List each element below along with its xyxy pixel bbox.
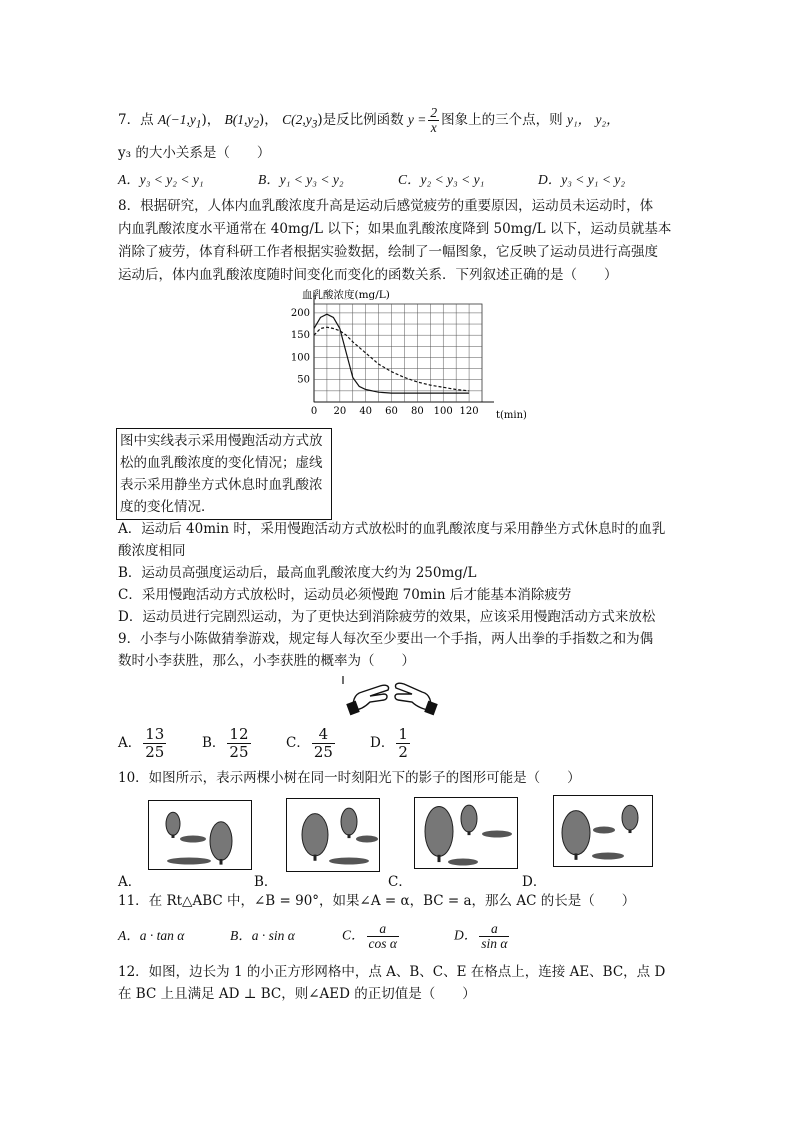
q9-options — [118, 726, 430, 766]
q10-figure-c — [414, 797, 518, 869]
q7-option-d[interactable]: D．y₃ < y₁ < y₂ — [538, 172, 626, 187]
x-tick-label: 80 — [411, 406, 424, 417]
q7-line1: 7．点 $A(-1,y_1)$， $B(1,y_2)$， $C(2,y_3)$是反比例函数 y = $\frac{2}{x}$ 图象上的三个点，则 y₁， y₂， — [118, 105, 620, 135]
x-tick-label: 40 — [359, 406, 373, 417]
q10-option-d[interactable]: D． — [522, 874, 547, 890]
y-tick-label: 150 — [290, 330, 310, 342]
q8-line3: 消除了疲劳，体育科研工作者根据实验数据，绘制了一幅图象，它反映了运动员进行高强度 — [118, 244, 658, 260]
point-b: B(1,y — [224, 112, 254, 127]
q11-c-num: a — [367, 922, 399, 937]
q11-c-fraction — [367, 922, 399, 951]
q8-option-a[interactable]: A．运动后 40min 时，采用慢跑活动方式放松时的血乳酸浓度与采用静坐方式休息时的血乳 — [118, 521, 666, 537]
chart-grid — [314, 292, 494, 402]
x-tick-label: 20 — [333, 406, 347, 417]
q10-figure-a — [148, 800, 252, 870]
lactate-chart — [282, 284, 526, 424]
q9-option-label: B． — [202, 735, 226, 751]
y-tick-label: 100 — [290, 352, 310, 364]
q8-option-c[interactable]: C．采用慢跑活动方式放松时，运动员必须慢跑 70min 后才能基本消除疲劳 — [118, 587, 572, 603]
q9-option-d[interactable] — [370, 726, 430, 761]
q9-option-c[interactable] — [286, 726, 370, 761]
q10-option-c[interactable]: C． — [388, 874, 412, 890]
chart-title: 血乳酸浓度(mg/L) — [302, 289, 390, 301]
q7-option-b[interactable]: B．y₁ < y₃ < y₂ — [258, 172, 344, 187]
x-tick-label: 120 — [459, 406, 479, 417]
func-num: 2 — [430, 105, 438, 120]
q8-line4: 运动后，体内血乳酸浓度随时间变化而变化的函数关系．下列叙述正确的是（ ） — [118, 267, 618, 283]
q10-figure-d — [553, 795, 653, 867]
q8-line2: 内血乳酸浓度水平通常在 40mg/L 以下；如果血乳酸浓度降到 50mg/L 以下，运动员就基本 — [118, 221, 672, 237]
q9-option-label: A． — [118, 735, 142, 751]
q9-line1: 9．小李与小陈做猜拳游戏，规定每人每次至少要出一个手指，两人出拳的手指数之和为偶 — [118, 631, 654, 647]
tree-shadow-drawing — [415, 798, 517, 868]
x-tick-label: 0 — [310, 406, 318, 417]
func-fraction — [428, 106, 439, 135]
func-y: y = — [407, 112, 427, 127]
func-den: x — [430, 120, 437, 135]
fraction-denominator: 25 — [145, 743, 165, 761]
q9-option-fraction — [396, 726, 410, 761]
point-a: A(−1,y — [157, 112, 196, 127]
x-tick-label: 100 — [433, 406, 453, 417]
q10-figure-b — [286, 798, 380, 872]
fraction-numerator: 1 — [398, 725, 408, 743]
fraction-numerator: 4 — [312, 726, 335, 744]
q7-options — [118, 170, 625, 190]
fraction-denominator: 25 — [229, 743, 249, 761]
q11-d-den: sin α — [481, 936, 508, 951]
q7-suffix: 图象上的三个点，则 — [441, 112, 563, 128]
q7-mid: 是反比例函数 — [322, 112, 404, 128]
q11-d-num: a — [479, 922, 509, 937]
fraction-numerator: 12 — [229, 725, 249, 743]
hands-image — [340, 672, 444, 718]
q9-option-label: D． — [370, 735, 395, 751]
q9-option-fraction — [227, 726, 250, 761]
fraction-denominator: 2 — [398, 743, 408, 761]
q9-line2: 数时小李获胜，那么，小李获胜的概率为（ ） — [118, 653, 415, 669]
q10-line: 10．如图所示，表示两棵小树在同一时刻阳光下的影子的图形可能是（ ） — [118, 770, 581, 786]
point-c: C(2,y — [282, 112, 312, 127]
q7-y2: y₂， — [595, 112, 620, 127]
q11-options — [118, 922, 511, 956]
fraction-numerator: 13 — [145, 725, 165, 743]
q11-option-c[interactable] — [342, 922, 454, 951]
q11-line: 11．在 Rt△ABC 中，∠B = 90°，如果∠A = α，BC = a，那么 AC 的长是（ ） — [118, 893, 636, 909]
q7-line2: y₃ 的大小关系是（ ） — [118, 145, 271, 161]
tree-shadow-drawing — [287, 799, 379, 871]
q7-option-a[interactable]: A．y₃ < y₂ < y₁ — [118, 172, 204, 187]
y-tick-label: 50 — [297, 374, 310, 386]
q12-line1: 12．如图，边长为 1 的小正方形网格中，点 A、B、C、E 在格点上，连接 AE、BC，点 D — [118, 964, 666, 980]
q12-line2: 在 BC 上且满足 AD ⊥ BC，则∠AED 的正切值是（ ） — [118, 986, 476, 1002]
x-tick-label: 60 — [385, 406, 398, 417]
q11-d-fraction — [479, 922, 509, 951]
tree-shadow-drawing — [554, 796, 652, 866]
q9-option-label: C． — [286, 735, 310, 751]
fraction-denominator: 25 — [313, 743, 333, 761]
q9-option-b[interactable] — [202, 726, 286, 761]
chart-svg — [282, 284, 526, 424]
q9-option-fraction — [312, 726, 335, 761]
q11-d-label: D． — [454, 927, 478, 943]
q8-line1: 8．根据研究，人体内血乳酸浓度升高是运动后感觉疲劳的重要原因，运动员未运动时，体 — [118, 198, 654, 214]
q11-c-den: cos α — [368, 936, 397, 951]
y-tick-label: 200 — [290, 307, 310, 319]
q11-option-b[interactable]: B．a · sin α — [230, 927, 295, 943]
plot-frame — [314, 304, 482, 402]
q9-option-a[interactable] — [118, 726, 202, 761]
q7-option-c[interactable]: C．y₂ < y₃ < y₁ — [398, 172, 485, 187]
q7-y1: y₁， — [566, 112, 592, 127]
q8-option-b[interactable]: B．运动员高强度运动后，最高血乳酸浓度大约为 250mg/L — [118, 565, 477, 581]
q11-option-d[interactable] — [454, 922, 511, 951]
chart-note-box: 图中实线表示采用慢跑活动方式放松的血乳酸浓度的变化情况；虚线表示采用静坐方式休息时血乳酸浓度的变化情况． — [116, 428, 332, 520]
q10-option-a[interactable]: A． — [118, 874, 142, 890]
q10-option-b[interactable]: B． — [254, 874, 278, 890]
q9-option-fraction — [143, 726, 166, 761]
q7-prefix: 7．点 — [118, 112, 154, 128]
q8-option-a-cont: 酸浓度相同 — [118, 543, 186, 559]
q8-option-d[interactable]: D．运动员进行完剧烈运动，为了更快达到消除疲劳的效果，应该采用慢跑活动方式来放松 — [118, 609, 656, 625]
tree-shadow-drawing — [149, 801, 251, 869]
chart-xlabel: t(min) — [496, 410, 526, 421]
q11-c-label: C． — [342, 927, 365, 943]
q11-option-a[interactable]: A．a · tan α — [118, 927, 185, 943]
